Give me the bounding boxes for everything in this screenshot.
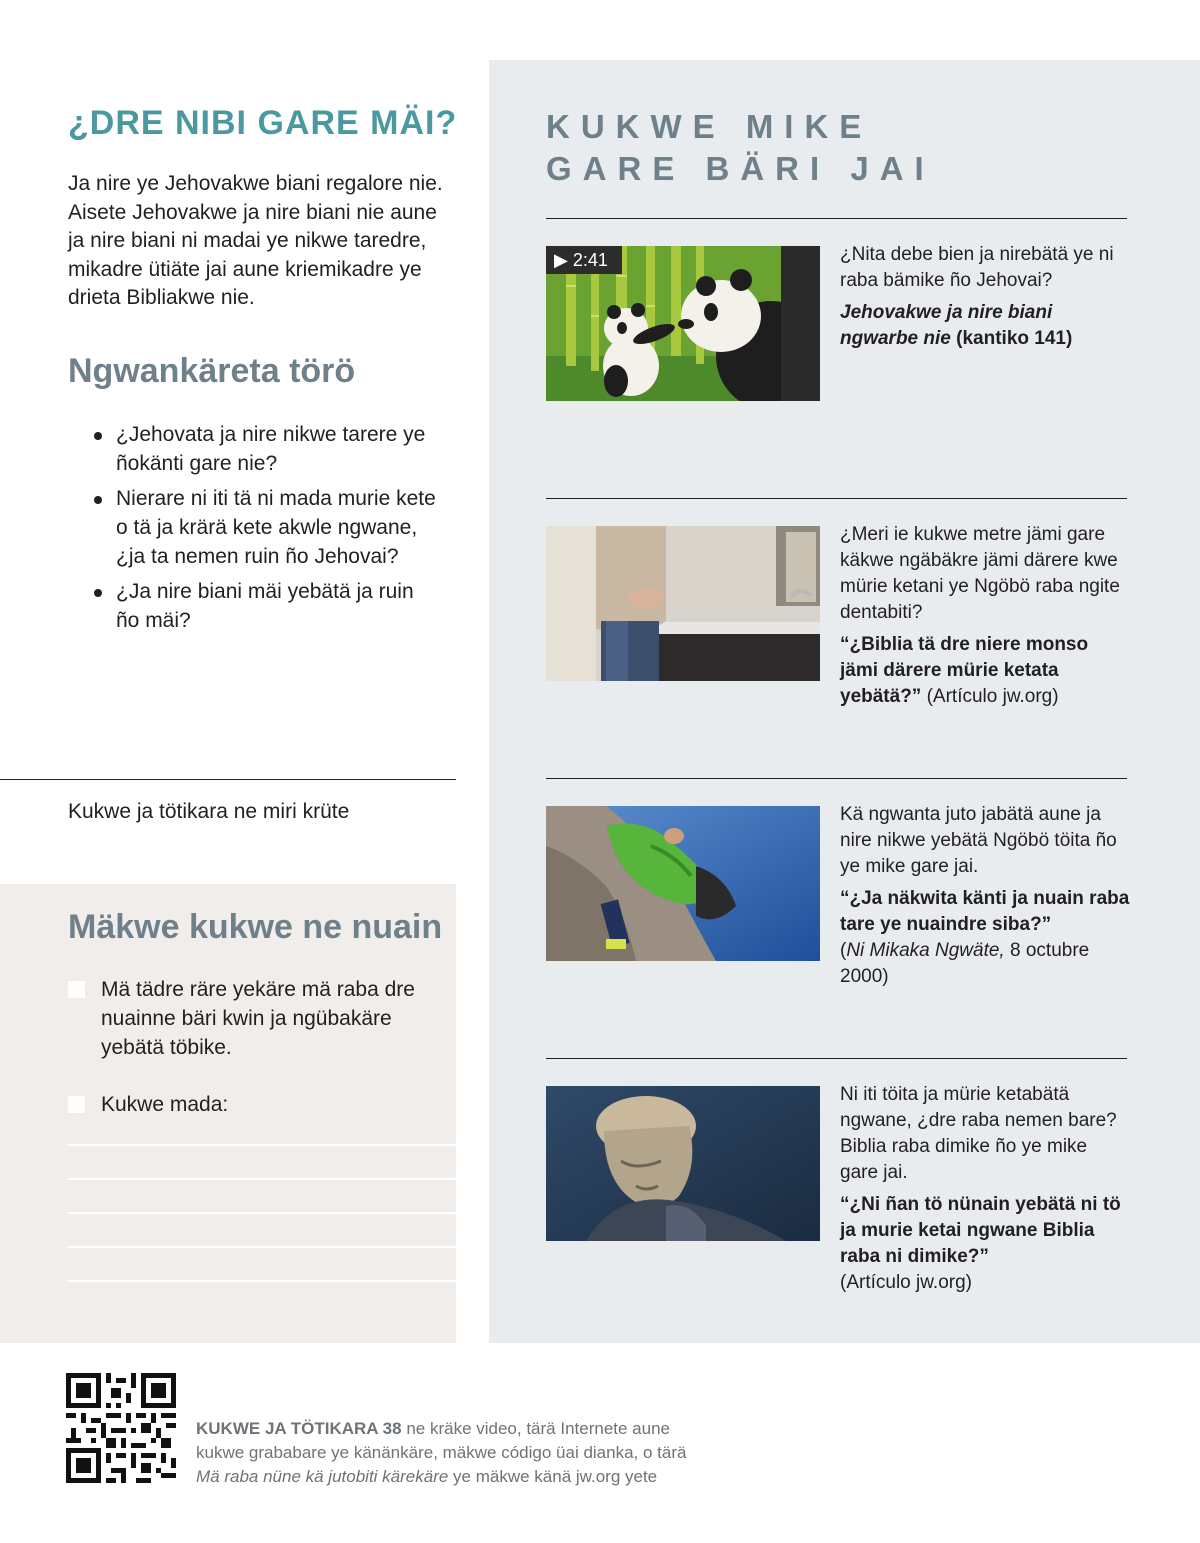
resource-entry	[840, 802, 1130, 990]
entry-prompt: Ni iti töita ja mürie ketabätä ngwane, ¿dre raba nemen bare? Biblia raba dimike ño ye mike gare jai.	[840, 1084, 1117, 1183]
writing-line[interactable]	[68, 1246, 456, 1248]
rock-climber-photo-icon	[546, 806, 820, 961]
footer-lesson-ref: KUKWE JA TÖTIKARA 38	[196, 1419, 402, 1438]
next-lesson-label: Kukwe ja tötikara ne miri krüte	[68, 800, 350, 823]
page-title: ¿DRE NIBI GARE MÄI?	[68, 104, 458, 142]
writing-line[interactable]	[68, 1212, 456, 1214]
questions-heading: Ngwankäreta törö	[68, 352, 356, 390]
statue-head-illustration-icon	[546, 1086, 820, 1241]
video-thumbnail[interactable]	[546, 246, 820, 401]
entry-link[interactable]	[840, 632, 1130, 710]
entry-source: (kantiko 141)	[956, 328, 1073, 349]
writing-line[interactable]	[68, 1178, 456, 1180]
resource-entry	[840, 242, 1130, 352]
entry-divider	[546, 498, 1127, 499]
entry-title: Jehovakwe ja nire biani ngwarbe nie	[840, 302, 1053, 349]
entry-link[interactable]	[840, 886, 1130, 938]
question-list	[90, 420, 440, 641]
writing-line[interactable]	[68, 1280, 456, 1282]
related-heading-line: KUKWE MIKE	[546, 108, 873, 145]
entry-source: (Artículo jw.org)	[926, 686, 1059, 707]
footer-text-line: kukwe grababare ye känänkäre, mäkwe código üai dianka, o tärä	[196, 1443, 687, 1462]
entry-source-publication: Ni Mikaka Ngwäte,	[846, 940, 1005, 961]
task-item	[68, 1090, 438, 1119]
entry-title: “¿Ni ñan tö nünain yebätä ni tö ja murie ketai ngwane Biblia raba ni dimike?”	[840, 1194, 1121, 1267]
video-duration-badge: ▶ 2:41	[546, 246, 622, 274]
article-thumbnail[interactable]	[546, 806, 820, 961]
footer-book-title: Mä raba nüne kä jutobiti kärekäre	[196, 1467, 449, 1486]
qr-code-icon[interactable]	[66, 1373, 176, 1483]
entry-divider	[546, 1058, 1127, 1059]
intro-paragraph: Ja nire ye Jehovakwe biani regalore nie. Aisete Jehovakwe ja nire biani nie aune ja nire biani ni madai ye nikwe taredre, mikadre ütiäte jai aune kriemikadre ye drieta Bibliakwe nie.	[68, 172, 443, 309]
question-item: Nierare ni iti tä ni mada murie kete o tä ja krärä kete akwle ngwane, ¿ja ta nemen ruin ño Jehovai?	[90, 484, 440, 571]
task-label: Kukwe mada:	[101, 1093, 229, 1116]
entry-prompt: Kä ngwanta juto jabätä aune ja nire nikwe yebätä Ngöbö töita ño ye mike gare jai.	[840, 804, 1117, 877]
checkbox[interactable]	[68, 981, 85, 998]
related-heading-line: GARE BÄRI JAI	[546, 150, 935, 187]
footer-text-line: ye mäkwe känä jw.org yete	[448, 1467, 658, 1486]
entry-prompt: ¿Meri ie kukwe metre jämi gare käkwe ngäbäkre jämi därere kwe mürie ketani ye Ngöbö raba ngite dentabiti?	[840, 524, 1120, 623]
entry-link[interactable]	[840, 1192, 1130, 1270]
writing-line[interactable]	[68, 1144, 456, 1146]
task-heading: Mäkwe kukwe ne nuain	[68, 908, 443, 946]
resource-entry	[840, 522, 1130, 710]
related-heading	[546, 106, 935, 190]
entry-source: (Artículo jw.org)	[840, 1272, 972, 1293]
entry-title: “¿Ja näkwita känti ja nuain raba tare ye nuaindre siba?”	[840, 888, 1130, 935]
footer-note	[196, 1417, 796, 1489]
entry-prompt: ¿Nita debe bien ja nirebätä ye ni raba bämike ño Jehovai?	[840, 244, 1114, 291]
footer-text-line: ne kräke video, tärä Internete aune	[401, 1419, 670, 1438]
entry-source: (Ni Mikaka Ngwäte, 8 octubre 2000)	[840, 940, 1090, 987]
section-divider	[0, 779, 456, 780]
entry-divider	[546, 218, 1127, 219]
entry-title: “¿Biblia tä dre niere monso jämi därere mürie ketata yebätä?”	[840, 634, 1089, 707]
question-item: ¿Jehovata ja nire nikwe tarere ye ñokänti gare nie?	[90, 420, 440, 478]
task-label: Mä tädre räre yekäre mä raba dre nuainne bäri kwin ja ngübakäre yebätä töbike.	[101, 978, 415, 1059]
task-item	[68, 975, 438, 1062]
entry-divider	[546, 778, 1127, 779]
entry-source-date: 8 octubre 2000)	[840, 940, 1090, 987]
pregnant-woman-photo-icon	[546, 526, 820, 681]
resource-entry	[840, 1082, 1130, 1296]
checkbox[interactable]	[68, 1096, 85, 1113]
entry-link[interactable]	[840, 300, 1130, 352]
article-thumbnail[interactable]	[546, 526, 820, 681]
article-thumbnail[interactable]	[546, 1086, 820, 1241]
question-item: ¿Ja nire biani mäi yebätä ja ruin ño mäi?	[90, 577, 440, 635]
